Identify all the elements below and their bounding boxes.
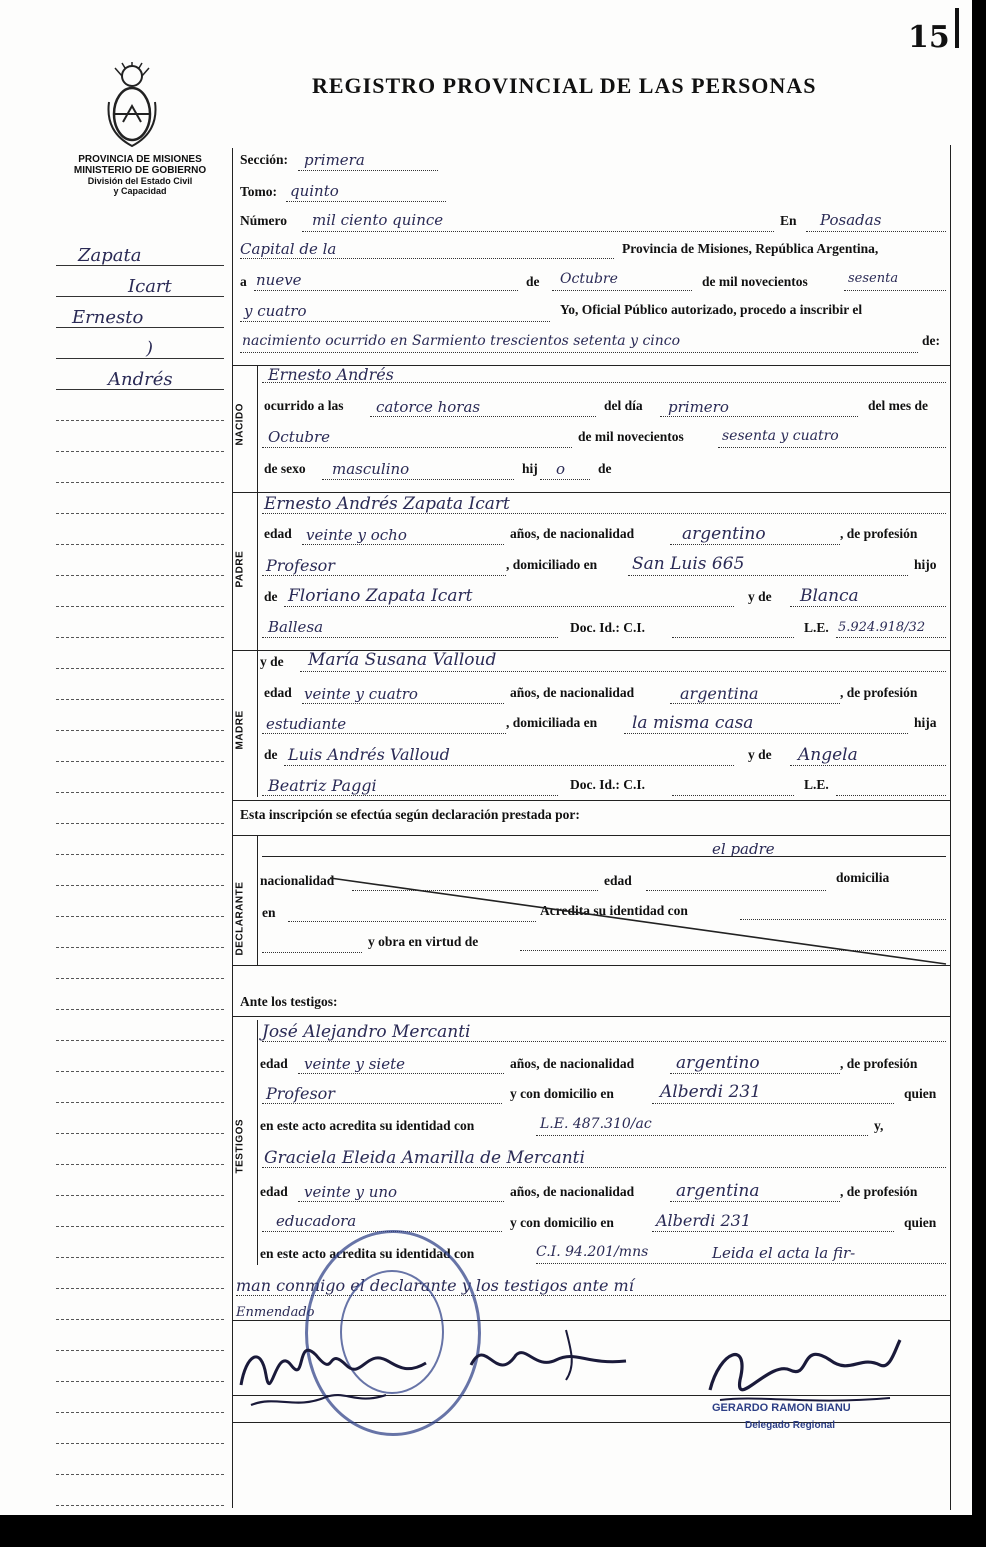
side-label-testigos: TESTIGOS <box>234 1118 246 1174</box>
left-header-line4: y Capacidad <box>113 186 167 196</box>
label-ante: Ante los testigos: <box>240 994 338 1009</box>
label-provincia: Provincia de Misiones, República Argentina, <box>622 241 879 256</box>
margin-line <box>56 1164 224 1165</box>
margin-name-5: Andrés <box>108 369 173 390</box>
label-en: En <box>780 213 797 228</box>
margin-line <box>56 1071 224 1072</box>
left-header-line2: MINISTERIO DE GOBIERNO <box>73 165 207 176</box>
label-t1-con-domicilio: y con domicilio en <box>510 1086 614 1101</box>
section-border <box>257 1020 258 1265</box>
section-rule <box>232 1016 950 1017</box>
main-right-border <box>950 145 951 1510</box>
value-madre-dom: la misma casa <box>632 713 754 733</box>
label-madre-le: L.E. <box>804 777 829 792</box>
label-mil: de mil novecientos <box>702 274 808 289</box>
margin-line <box>56 885 224 886</box>
field-line <box>672 637 794 638</box>
section-rule <box>232 965 950 966</box>
main-left-border <box>232 148 233 1508</box>
field-line <box>298 1073 504 1074</box>
field-line <box>552 290 692 291</box>
field-line <box>844 290 946 291</box>
field-line <box>262 733 506 734</box>
label-mil2: de mil novecientos <box>578 429 684 444</box>
value-t1-edad: veinte y siete <box>304 1055 406 1073</box>
field-line <box>262 1103 502 1104</box>
label-padre-anios: años, de nacionalidad <box>510 526 635 541</box>
margin-line <box>56 1288 224 1289</box>
label-nacionalidad: nacionalidad <box>260 873 335 888</box>
label-madre-de: de <box>264 747 278 762</box>
field-line <box>262 1041 946 1042</box>
value-mes: Octubre <box>560 271 618 287</box>
margin-line <box>56 730 224 731</box>
value-hecho: nacimiento ocurrido en Sarmiento trescientos setenta y cinco <box>242 333 681 349</box>
label-numero: Número <box>240 213 287 228</box>
field-line <box>284 765 734 766</box>
section-rule <box>232 835 950 836</box>
field-line <box>652 1103 894 1104</box>
coat-of-arms-emblem <box>105 62 160 150</box>
declarante-cancel-stroke <box>330 860 950 970</box>
label-padre-de: de <box>264 589 278 604</box>
value-padre-madre2: Ballesa <box>268 618 324 636</box>
field-line <box>240 258 614 259</box>
label-de-colon: de: <box>922 333 940 348</box>
value-anio-n: sesenta y cuatro <box>722 428 839 444</box>
label-padre-le: L.E. <box>804 620 829 635</box>
label-padre-doc: Doc. Id.: C.I. <box>570 620 646 635</box>
label-madre-hija: hija <box>914 715 937 730</box>
field-line <box>790 606 946 607</box>
label-t1-quien: quien <box>904 1086 937 1101</box>
value-closing2: man conmigo el declarante y los testigos ante mí <box>236 1276 634 1295</box>
field-line <box>262 637 558 638</box>
value-padre-le: 5.924.918/32 <box>838 620 926 635</box>
value-t1-nac: argentino <box>676 1053 760 1073</box>
margin-line <box>56 637 224 638</box>
section-rule <box>232 800 950 801</box>
value-t1-doc: L.E. 487.310/ac <box>540 1116 652 1132</box>
field-line <box>302 703 504 704</box>
field-line <box>652 1231 894 1232</box>
margin-line <box>56 1505 224 1506</box>
value-t2-doc: C.I. 94.201/mns <box>536 1244 649 1260</box>
value-tomo: quinto <box>290 182 339 200</box>
label-madre-profesion: , de profesión <box>840 685 918 700</box>
margin-line <box>56 1040 224 1041</box>
margin-line <box>56 1412 224 1413</box>
field-line <box>240 352 918 353</box>
value-nacido-nombre: Ernesto Andrés <box>268 365 394 384</box>
field-line <box>322 479 514 480</box>
field-line <box>836 795 946 796</box>
field-line <box>670 1073 840 1074</box>
value-madre-edad: veinte y cuatro <box>304 685 418 703</box>
value-padre-edad: veinte y ocho <box>306 526 407 544</box>
margin-line <box>56 916 224 917</box>
margin-line <box>56 1009 224 1010</box>
value-t1-prof: Profesor <box>266 1084 335 1103</box>
margin-line <box>56 606 224 607</box>
margin-name-1: Zapata <box>78 245 142 266</box>
field-line <box>300 671 946 672</box>
value-seccion: primera <box>304 151 365 169</box>
label-de: de <box>526 274 540 289</box>
margin-line <box>56 699 224 700</box>
label-t1-anios: años, de nacionalidad <box>510 1056 635 1071</box>
label-padre-y-de: y de <box>748 589 772 604</box>
margin-line <box>56 1319 224 1320</box>
stamp-title: Delegado Regional <box>745 1420 836 1431</box>
margin-line <box>56 420 224 421</box>
label-declarante-en: en <box>262 905 276 920</box>
page-edge-mark <box>955 8 959 48</box>
value-padre-prof: Profesor <box>266 556 335 575</box>
label-a: a <box>240 274 247 289</box>
label-madre-y-de: y de <box>260 654 284 669</box>
label-ocurrido: ocurrido a las <box>264 398 344 413</box>
field-line <box>670 703 840 704</box>
left-header <box>56 154 224 196</box>
label-acredita: Acredita su identidad con <box>540 903 688 918</box>
label-obra: y obra en virtud de <box>368 934 479 949</box>
page-number: 15 <box>908 20 950 55</box>
field-line <box>262 513 946 514</box>
label-domicilia: domicilia <box>836 870 890 885</box>
value-t2-dom: Alberdi 231 <box>656 1211 752 1230</box>
field-line <box>262 795 558 796</box>
margin-line <box>56 1226 224 1227</box>
field-line <box>718 447 946 448</box>
label-padre-hijo: hijo <box>914 557 937 572</box>
label-hij: hij <box>522 461 538 476</box>
field-line <box>262 382 946 383</box>
value-t2-edad: veinte y uno <box>304 1183 398 1201</box>
margin-name-3: Ernesto <box>72 307 144 328</box>
label-tomo: Tomo: <box>240 184 278 199</box>
value-hij-suffix: o <box>556 460 566 478</box>
value-capital: Capital de la <box>240 240 337 258</box>
field-line <box>806 231 946 232</box>
value-hora: catorce horas <box>376 398 481 416</box>
side-label-nacido: NACIDO <box>234 403 246 446</box>
field-line <box>624 733 908 734</box>
label-del-dia: del día <box>604 398 643 413</box>
side-label-madre: MADRE <box>234 710 246 750</box>
label-declarante-edad: edad <box>604 873 632 888</box>
label-t2-quien: quien <box>904 1215 937 1230</box>
left-header-line3: División del Estado Civil <box>87 176 193 186</box>
label-sexo: de sexo <box>264 461 306 476</box>
field-line <box>262 856 946 857</box>
margin-line <box>56 761 224 762</box>
label-t2-profesion: , de profesión <box>840 1184 918 1199</box>
value-padre-dom: San Luis 665 <box>632 554 745 574</box>
margin-line <box>56 823 224 824</box>
value-padre-nombre: Ernesto Andrés Zapata Icart <box>264 494 510 514</box>
field-line <box>836 637 946 638</box>
value-mes-n: Octubre <box>268 428 331 446</box>
value-madre-padre: Luis Andrés Valloud <box>288 745 450 764</box>
margin-line <box>56 978 224 979</box>
label-seccion: Sección: <box>240 152 288 167</box>
margin-line <box>56 575 224 576</box>
field-line <box>628 575 908 576</box>
margin-line <box>56 854 224 855</box>
label-t1-edad: edad <box>260 1056 288 1071</box>
left-header-line1: PROVINCIA DE MISIONES <box>78 154 202 165</box>
value-t1-dom: Alberdi 231 <box>660 1082 761 1102</box>
side-label-declarante: DECLARANTE <box>234 881 246 956</box>
label-madre-y-de2: y de <box>748 747 772 762</box>
field-line <box>240 321 550 322</box>
value-madre-nac: argentina <box>680 684 759 703</box>
label-t1-profesion: , de profesión <box>840 1056 918 1071</box>
value-numero: mil ciento quince <box>312 211 444 229</box>
label-inscripcion: Esta inscripción se efectúa según declaración prestada por: <box>240 807 580 822</box>
field-line <box>302 231 774 232</box>
margin-line <box>56 451 224 452</box>
field-line <box>790 765 946 766</box>
margin-line <box>56 544 224 545</box>
value-declarante: el padre <box>712 840 775 858</box>
value-closing3: Enmendado <box>236 1305 315 1320</box>
value-padre-padre: Floriano Zapata Icart <box>288 586 473 606</box>
label-madre-domiciliada: , domiciliada en <box>506 715 598 730</box>
label-madre-edad: edad <box>264 685 292 700</box>
margin-line <box>56 513 224 514</box>
margin-line <box>56 947 224 948</box>
field-line <box>298 170 438 171</box>
value-t1-nombre: José Alejandro Mercanti <box>262 1022 471 1042</box>
label-de2: de <box>598 461 612 476</box>
label-madre-doc: Doc. Id.: C.I. <box>570 777 646 792</box>
value-en: Posadas <box>820 211 882 229</box>
value-anio: sesenta <box>848 271 899 286</box>
label-t1-acredita: en este acto acredita su identidad con <box>260 1118 475 1133</box>
field-line <box>670 544 840 545</box>
label-t2-anios: años, de nacionalidad <box>510 1184 635 1199</box>
section-border <box>257 365 258 797</box>
section-rule <box>232 492 950 493</box>
label-t2-con-domicilio: y con domicilio en <box>510 1215 614 1230</box>
section-rule <box>232 1422 950 1423</box>
value-madre-prof: estudiante <box>266 715 347 733</box>
field-line <box>540 479 590 480</box>
margin-line <box>56 1102 224 1103</box>
margin-line <box>56 1381 224 1382</box>
margin-line <box>56 358 224 359</box>
field-line <box>302 544 504 545</box>
value-t2-prof: educadora <box>276 1212 357 1230</box>
label-madre-anios: años, de nacionalidad <box>510 685 635 700</box>
field-line <box>536 1263 946 1264</box>
field-line <box>672 795 794 796</box>
field-line <box>262 1167 946 1168</box>
margin-line <box>56 482 224 483</box>
value-madre-madre2: Beatriz Paggi <box>268 776 377 795</box>
value-anio2: y cuatro <box>244 302 307 320</box>
margin-line <box>56 1257 224 1258</box>
margin-line <box>56 1443 224 1444</box>
field-line <box>298 1201 504 1202</box>
label-oficial: Yo, Oficial Público autorizado, procedo a inscribir el <box>560 302 863 317</box>
value-dia-n: primero <box>668 398 729 416</box>
value-madre-madre: Angela <box>798 745 858 765</box>
field-line <box>254 290 518 291</box>
field-line <box>536 1135 868 1136</box>
label-t2-edad: edad <box>260 1184 288 1199</box>
value-t2-nac: argentina <box>676 1181 760 1201</box>
field-line <box>370 416 596 417</box>
signature-declarante <box>236 1325 456 1420</box>
field-line <box>284 606 734 607</box>
label-del-mes: del mes de <box>868 398 928 413</box>
field-line <box>660 416 858 417</box>
margin-line <box>56 1474 224 1475</box>
value-t2-nombre: Graciela Eleida Amarilla de Mercanti <box>264 1148 585 1168</box>
label-t1-y: y, <box>874 1118 884 1133</box>
margin-line <box>56 668 224 669</box>
field-line <box>670 1201 840 1202</box>
margin-name-2: Icart <box>128 276 172 297</box>
label-t2-acredita: en este acto acredita su identidad con <box>260 1246 475 1261</box>
side-label-padre: PADRE <box>234 550 246 588</box>
label-padre-profesion: , de profesión <box>840 526 918 541</box>
value-padre-nac: argentino <box>682 524 766 544</box>
value-closing1: Leida el acta la fir- <box>712 1244 856 1262</box>
label-padre-edad: edad <box>264 526 292 541</box>
value-madre-nombre: María Susana Valloud <box>308 650 497 670</box>
signature-testigo <box>466 1325 646 1385</box>
field-line <box>262 447 572 448</box>
value-sexo: masculino <box>332 460 410 478</box>
field-line <box>286 201 446 202</box>
margin-line <box>56 1350 224 1351</box>
page-title: REGISTRO PROVINCIAL DE LAS PERSONAS <box>312 73 817 98</box>
margin-line <box>56 1133 224 1134</box>
label-padre-domiciliado: , domiciliado en <box>506 557 598 572</box>
value-padre-madre: Blanca <box>800 586 859 606</box>
margin-line <box>56 792 224 793</box>
margin-name-4: ) <box>146 338 154 359</box>
section-border <box>257 835 258 965</box>
field-line <box>262 575 506 576</box>
stamp-name: GERARDO RAMON BIANU <box>712 1402 851 1414</box>
margin-line <box>56 1195 224 1196</box>
value-dia: nueve <box>256 271 302 289</box>
